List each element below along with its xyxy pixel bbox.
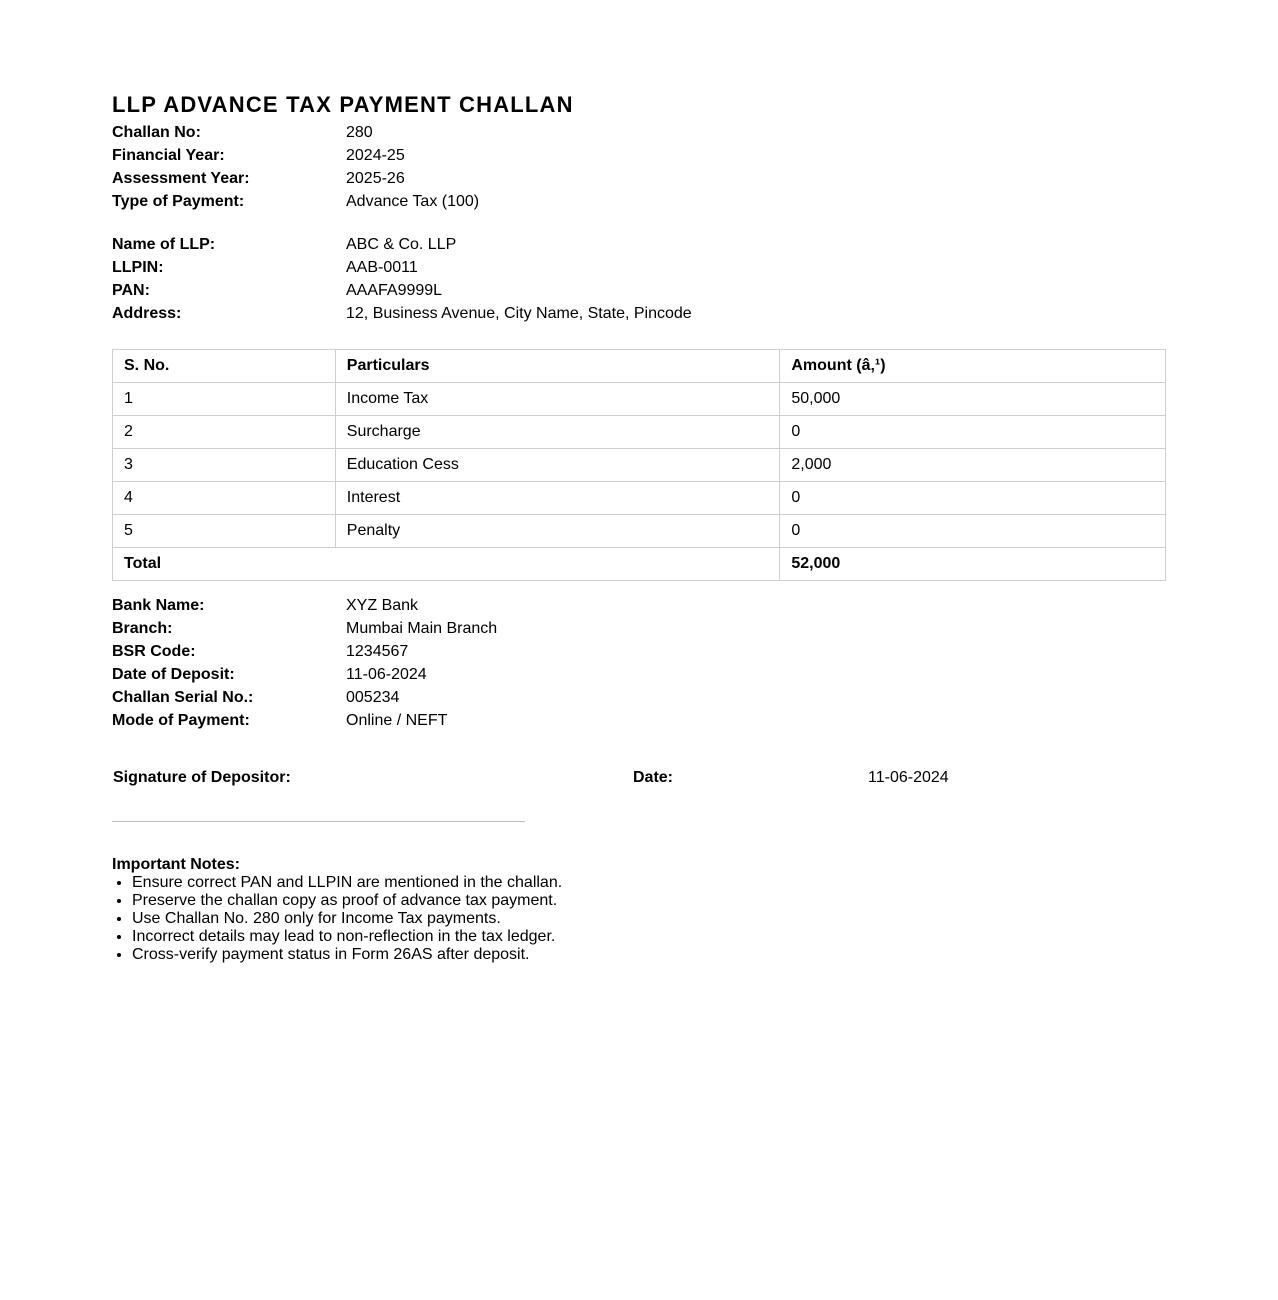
llpin-label: LLPIN: [112, 259, 164, 276]
signature-date-label: Date: [633, 769, 674, 786]
branch-value: Mumbai Main Branch [346, 620, 498, 637]
list-item: • Use Challan No. 280 only for Income Tax payments. [132, 910, 1166, 928]
row-particulars: Interest [335, 482, 780, 515]
signature-date-value: 11-06-2024 [868, 769, 949, 786]
address-label: Address: [112, 305, 182, 322]
llp-name-label: Name of LLP: [112, 236, 216, 253]
llp-info [112, 233, 1166, 325]
llp-name-value: ABC & Co. LLP [346, 236, 457, 253]
assessment-year-label: Assessment Year: [112, 170, 250, 187]
challan-serial-value: 005234 [346, 689, 400, 706]
pan-label: PAN: [112, 282, 150, 299]
row-sno: 4 [113, 482, 336, 515]
row-sno: 2 [113, 416, 336, 449]
row-sno: 1 [113, 383, 336, 416]
payment-type-value: Advance Tax (100) [346, 193, 480, 210]
total-value: 52,000 [780, 548, 1166, 581]
notes-list [112, 874, 1166, 964]
signature-line [112, 821, 525, 822]
row-amount: 0 [780, 416, 1166, 449]
table-header-row [113, 350, 1166, 383]
payment-mode-label: Mode of Payment: [112, 712, 250, 729]
important-notes [112, 856, 1166, 964]
row-particulars: Education Cess [335, 449, 780, 482]
list-item: • Incorrect details may lead to non-reflection in the tax ledger. [132, 928, 1166, 946]
signature-label: Signature of Depositor: [113, 769, 291, 786]
table-row [113, 416, 1166, 449]
total-label: Total [113, 548, 780, 581]
pan-value: AAAFA9999L [346, 282, 443, 299]
bank-info [112, 594, 1166, 732]
table-total-row [113, 548, 1166, 581]
challan-document [112, 92, 1166, 964]
document-title: LLP ADVANCE TAX PAYMENT CHALLAN [112, 92, 574, 117]
bank-name-label: Bank Name: [112, 597, 205, 614]
challan-info [112, 121, 1166, 213]
branch-label: Branch: [112, 620, 173, 637]
llpin-value: AAB-0011 [346, 259, 418, 276]
bank-name-value: XYZ Bank [346, 597, 419, 614]
header-particulars: Particulars [335, 350, 780, 383]
row-amount: 50,000 [780, 383, 1166, 416]
challan-serial-label: Challan Serial No.: [112, 689, 254, 706]
table-row [113, 449, 1166, 482]
row-amount: 0 [780, 515, 1166, 548]
challan-no-label: Challan No: [112, 124, 201, 141]
address-value: 12, Business Avenue, City Name, State, Pincode [346, 305, 692, 322]
assessment-year-value: 2025-26 [346, 170, 405, 187]
signature-row [112, 766, 1166, 789]
deposit-date-label: Date of Deposit: [112, 666, 235, 683]
bsr-code-value: 1234567 [346, 643, 409, 660]
challan-no-value: 280 [346, 124, 373, 141]
table-row [113, 482, 1166, 515]
row-particulars: Penalty [335, 515, 780, 548]
row-amount: 0 [780, 482, 1166, 515]
financial-year-label: Financial Year: [112, 147, 225, 164]
row-sno: 5 [113, 515, 336, 548]
header-amount: Amount (â‚¹) [780, 350, 1166, 383]
payment-type-label: Type of Payment: [112, 193, 245, 210]
row-sno: 3 [113, 449, 336, 482]
row-particulars: Surcharge [335, 416, 780, 449]
table-row [113, 383, 1166, 416]
list-item: • Cross-verify payment status in Form 26AS after deposit. [132, 946, 1166, 964]
header-sno: S. No. [113, 350, 336, 383]
row-particulars: Income Tax [335, 383, 780, 416]
list-item: • Preserve the challan copy as proof of advance tax payment. [132, 892, 1166, 910]
bsr-code-label: BSR Code: [112, 643, 196, 660]
table-row [113, 515, 1166, 548]
deposit-date-value: 11-06-2024 [346, 666, 427, 683]
financial-year-value: 2024-25 [346, 147, 405, 164]
notes-title: Important Notes: [112, 856, 240, 873]
row-amount: 2,000 [780, 449, 1166, 482]
list-item: • Ensure correct PAN and LLPIN are mentioned in the challan. [132, 874, 1166, 892]
tax-breakdown-table [112, 349, 1166, 581]
payment-mode-value: Online / NEFT [346, 712, 448, 729]
